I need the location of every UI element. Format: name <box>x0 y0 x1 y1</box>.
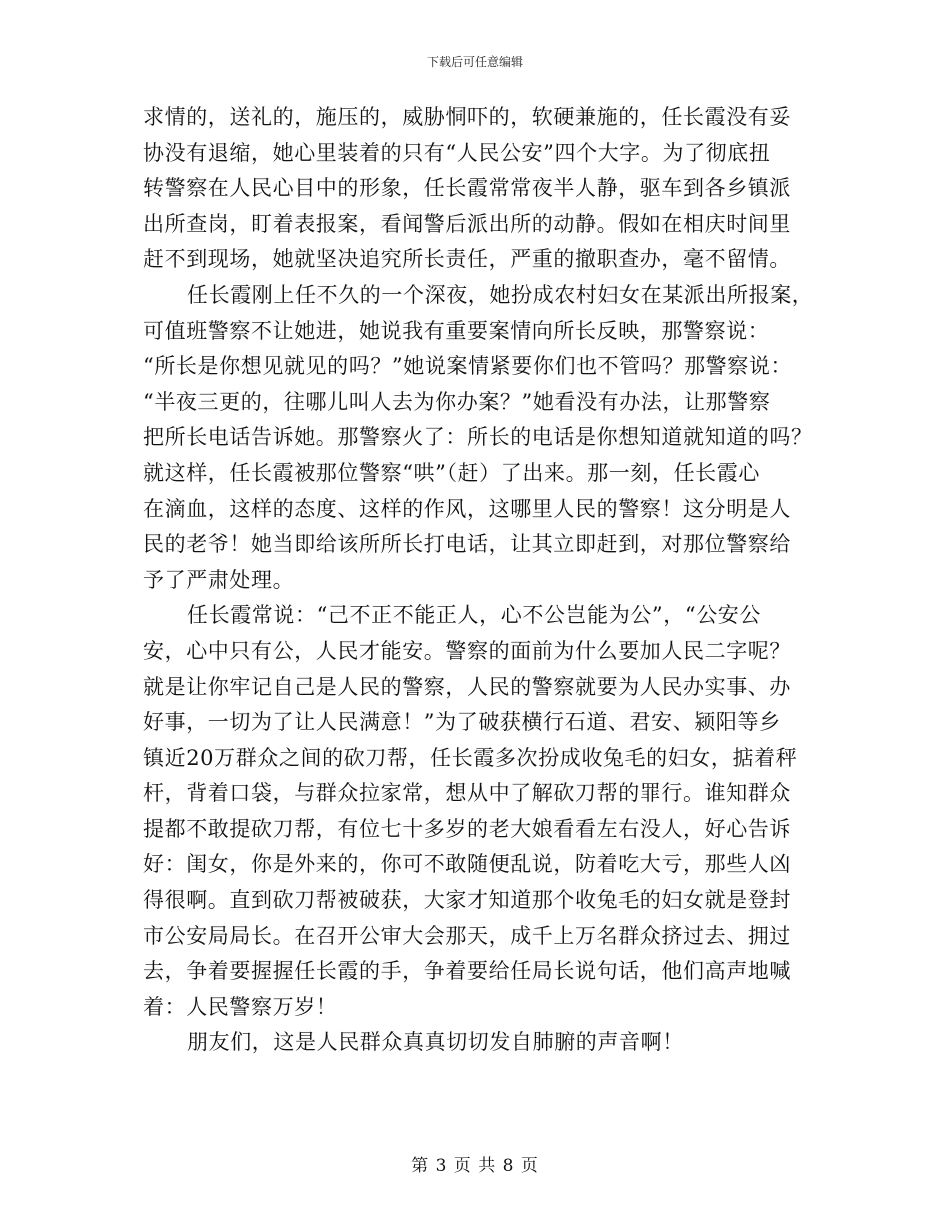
text-line: 好事，一切为了让人民满意！”为了破获横行石道、君安、颍阳等乡 <box>143 710 781 735</box>
paragraph <box>143 598 809 1025</box>
text-line: 镇近20万群众之间的砍刀帮，任长霞多次扮成收兔毛的妇女，掂着秤 <box>143 745 798 770</box>
text-line: 转警察在人民心目中的形象，任长霞常常夜半人静，驱车到各乡镇派 <box>143 176 791 201</box>
text-line: 民的老爷！她当即给该所所长打电话，让其立即赶到，对那位警察给 <box>143 532 791 557</box>
text-line: 得很啊。直到砍刀帮被破获，大家才知道那个收兔毛的妇女就是登封 <box>143 888 791 913</box>
text-line: 杆，背着口袋，与群众拉家常，想从中了解砍刀帮的罪行。谁知群众 <box>143 781 791 806</box>
text-line: 就这样，任长霞被那位警察“哄”（赶）了出来。那一刻，任长霞心 <box>143 460 760 485</box>
text-line: 把所长电话告诉她。那警察火了：所长的电话是你想知道就知道的吗？ <box>143 425 813 450</box>
body-text <box>143 100 814 1061</box>
paragraph <box>143 278 814 598</box>
text-line: “所长是你想见就见的吗？”她说案情紧要你们也不管吗？那警察说： <box>143 354 793 379</box>
text-line: 朋友们，这是人民群众真真切切发自肺腑的声音啊！ <box>187 1030 684 1055</box>
text-line: 着：人民警察万岁！ <box>143 994 338 1019</box>
page-header: 下载后可任意编辑 <box>426 55 523 69</box>
text-line: 去，争着要握握任长霞的手，争着要给任局长说句话，他们高声地喊 <box>143 959 791 984</box>
text-line: 安，心中只有公，人民才能安。警察的面前为什么要加人民二字呢？ <box>143 638 791 663</box>
text-line: 提都不敢提砍刀帮，有位七十多岁的老大娘看看左右没人，好心告诉 <box>143 816 791 841</box>
paragraph <box>143 100 809 278</box>
text-line: 求情的，送礼的，施压的，威胁恫吓的，软硬兼施的，任长霞没有妥 <box>143 105 791 129</box>
paragraph <box>143 1025 809 1061</box>
text-line: 可值班警察不让她进，她说我有重要案情向所长反映，那警察说： <box>143 318 770 343</box>
page-number: 第 3 页 共 8 页 <box>411 1156 539 1176</box>
text-line: 赶不到现场，她就坚决追究所长责任，严重的撤职查办，毫不留情。 <box>143 247 791 272</box>
text-line: 任长霞刚上任不久的一个深夜，她扮成农村妇女在某派出所报案， <box>187 282 814 307</box>
text-line: 就是让你牢记自己是人民的警察，人民的警察就要为人民办实事、办 <box>143 674 791 699</box>
text-line: 市公安局局长。在召开公审大会那天，成千上万名群众挤过去、拥过 <box>143 923 791 948</box>
text-line: 任长霞常说：“己不正不能正人，心不公岂能为公”，“公安公 <box>187 603 762 628</box>
text-line: 在滴血，这样的态度、这样的作风，这哪里人民的警察！这分明是人 <box>143 496 791 521</box>
text-line: 出所查岗，盯着表报案，看闻警后派出所的动静。假如在相庆时间里 <box>143 211 791 236</box>
text-line: 协没有退缩，她心里装着的只有“人民公安”四个大字。为了彻底扭 <box>143 140 771 165</box>
text-line: 予了严肃处理。 <box>143 567 295 592</box>
text-line: 好：闺女，你是外来的，你可不敢随便乱说，防着吃大亏，那些人凶 <box>143 852 791 877</box>
text-line: “半夜三更的，往哪儿叫人去为你办案？”她看没有办法，让那警察 <box>143 389 771 414</box>
